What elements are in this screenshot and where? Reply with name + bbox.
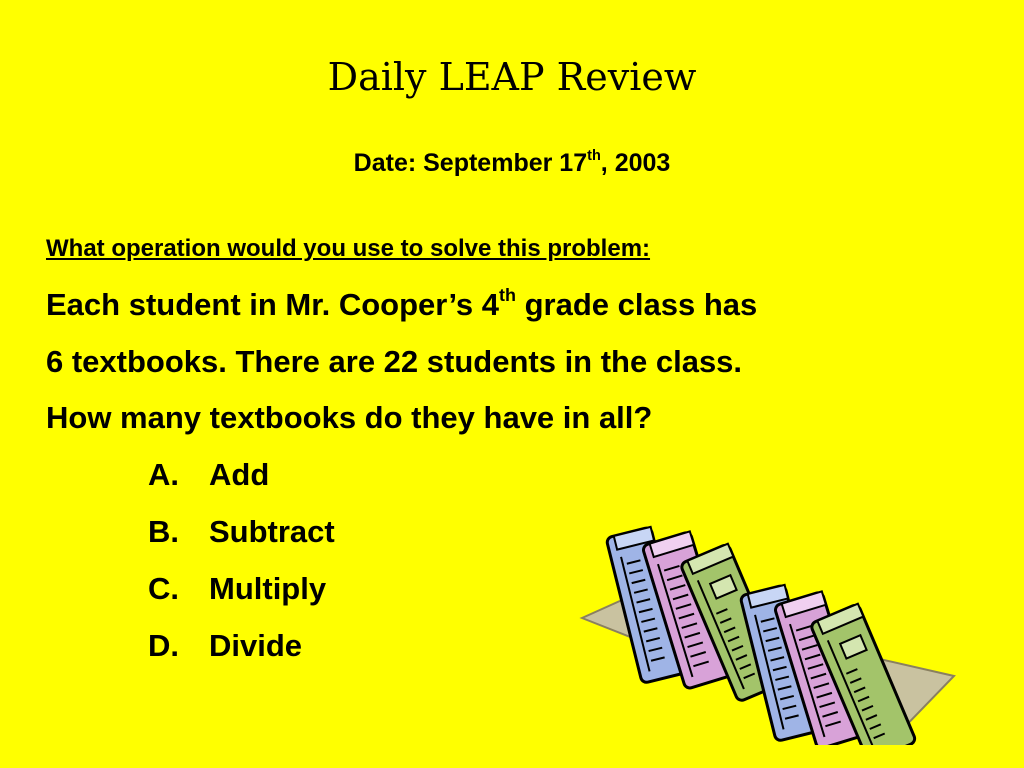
choice-a-text: Add <box>209 457 270 492</box>
choice-b-text: Subtract <box>209 514 335 549</box>
problem-line-2: 6 textbooks. There are 22 students in the class. <box>46 344 743 379</box>
choice-b <box>148 512 335 552</box>
choice-d <box>148 626 302 666</box>
problem-line-3: How many textbooks do they have in all? <box>46 400 653 435</box>
choice-c-text: Multiply <box>209 571 327 606</box>
date-prefix: Date: September 17 <box>353 149 588 177</box>
problem-line-1 <box>46 285 757 325</box>
choice-b-letter: B. <box>148 514 179 549</box>
choice-c <box>148 569 326 609</box>
problem-line-1-start: Each student in Mr. Cooper’s 4 <box>46 287 500 322</box>
slide-title: Daily LEAP Review <box>327 55 697 99</box>
question-heading: What operation would you use to solve this problem: <box>46 235 651 262</box>
choice-d-text: Divide <box>209 628 303 663</box>
date-year: , 2003 <box>600 149 671 177</box>
books-icon <box>576 500 966 745</box>
choice-a-letter: A. <box>148 457 179 492</box>
problem-line-1-end: grade class has <box>516 287 758 322</box>
problem-ordinal-suffix: th <box>499 284 516 305</box>
choice-d-letter: D. <box>148 628 179 663</box>
date-ordinal-suffix: th <box>587 147 601 164</box>
date-line <box>0 146 1024 180</box>
choice-a <box>148 455 269 495</box>
choice-c-letter: C. <box>148 571 179 606</box>
